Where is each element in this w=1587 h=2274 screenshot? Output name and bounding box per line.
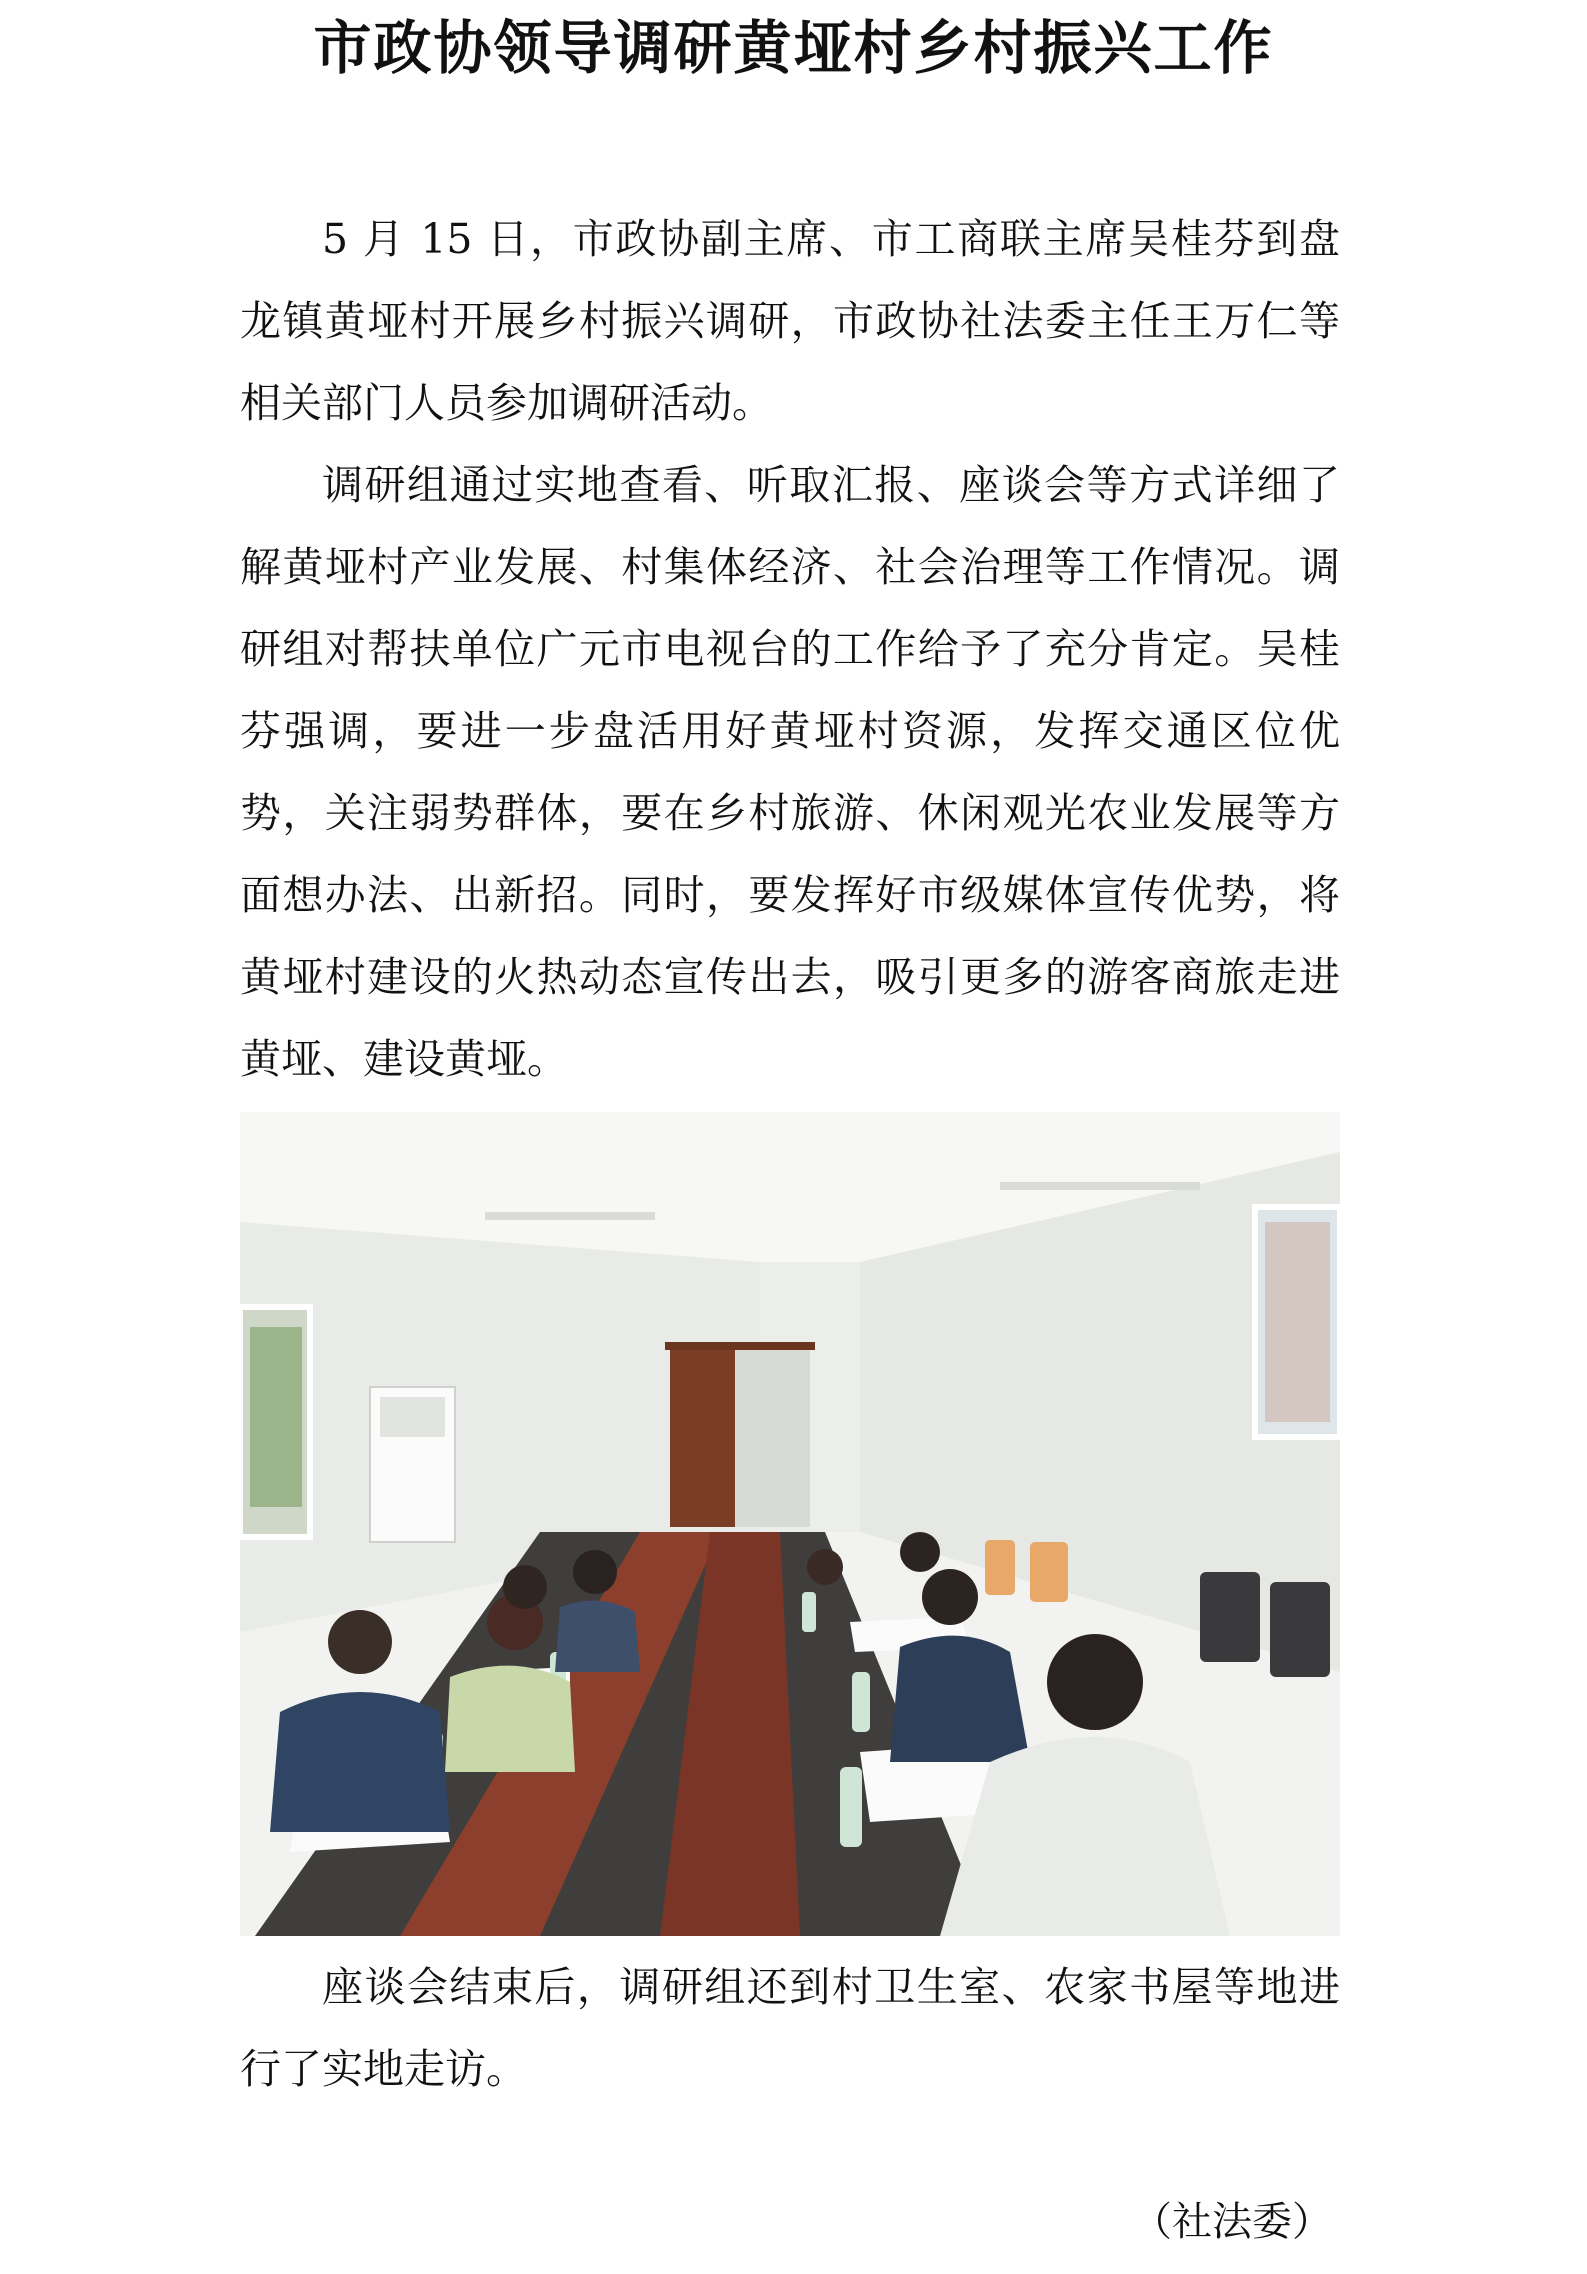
paragraph-followup: 座谈会结束后，调研组还到村卫生室、农家书屋等地进行了实地走访。 — [240, 1963, 1340, 2093]
article-title: 市政协领导调研黄垭村乡村振兴工作 — [313, 14, 1274, 82]
article-body-bottom — [240, 1946, 1340, 2110]
paragraph-details: 调研组通过实地查看、听取汇报、座谈会等方式详细了解黄垭村产业发展、村集体经济、社会治理等工作情况。调研组对帮扶单位广元市电视台的工作给予了充分肯定。吴桂芬强调，要进一步盘活用好黄垭村资源，发挥交通区位优势，关注弱势群体，要在乡村旅游、休闲观光农业发展等方面想办法、出新招。同时，要发挥好市级媒体宣传优势，将黄垭村建设的火热动态宣传出去，吸引更多的游客商旅走进黄垭、建设黄垭。 — [240, 461, 1340, 1083]
meeting-photo — [240, 1112, 1340, 1936]
article-body-top — [240, 198, 1340, 1100]
signature: （社法委） — [1132, 2199, 1332, 2245]
paragraph-intro: 5 月 15 日，市政协副主席、市工商联主席吴桂芬到盘龙镇黄垭村开展乡村振兴调研，市政协社法委主任王万仁等相关部门人员参加调研活动。 — [240, 215, 1340, 427]
